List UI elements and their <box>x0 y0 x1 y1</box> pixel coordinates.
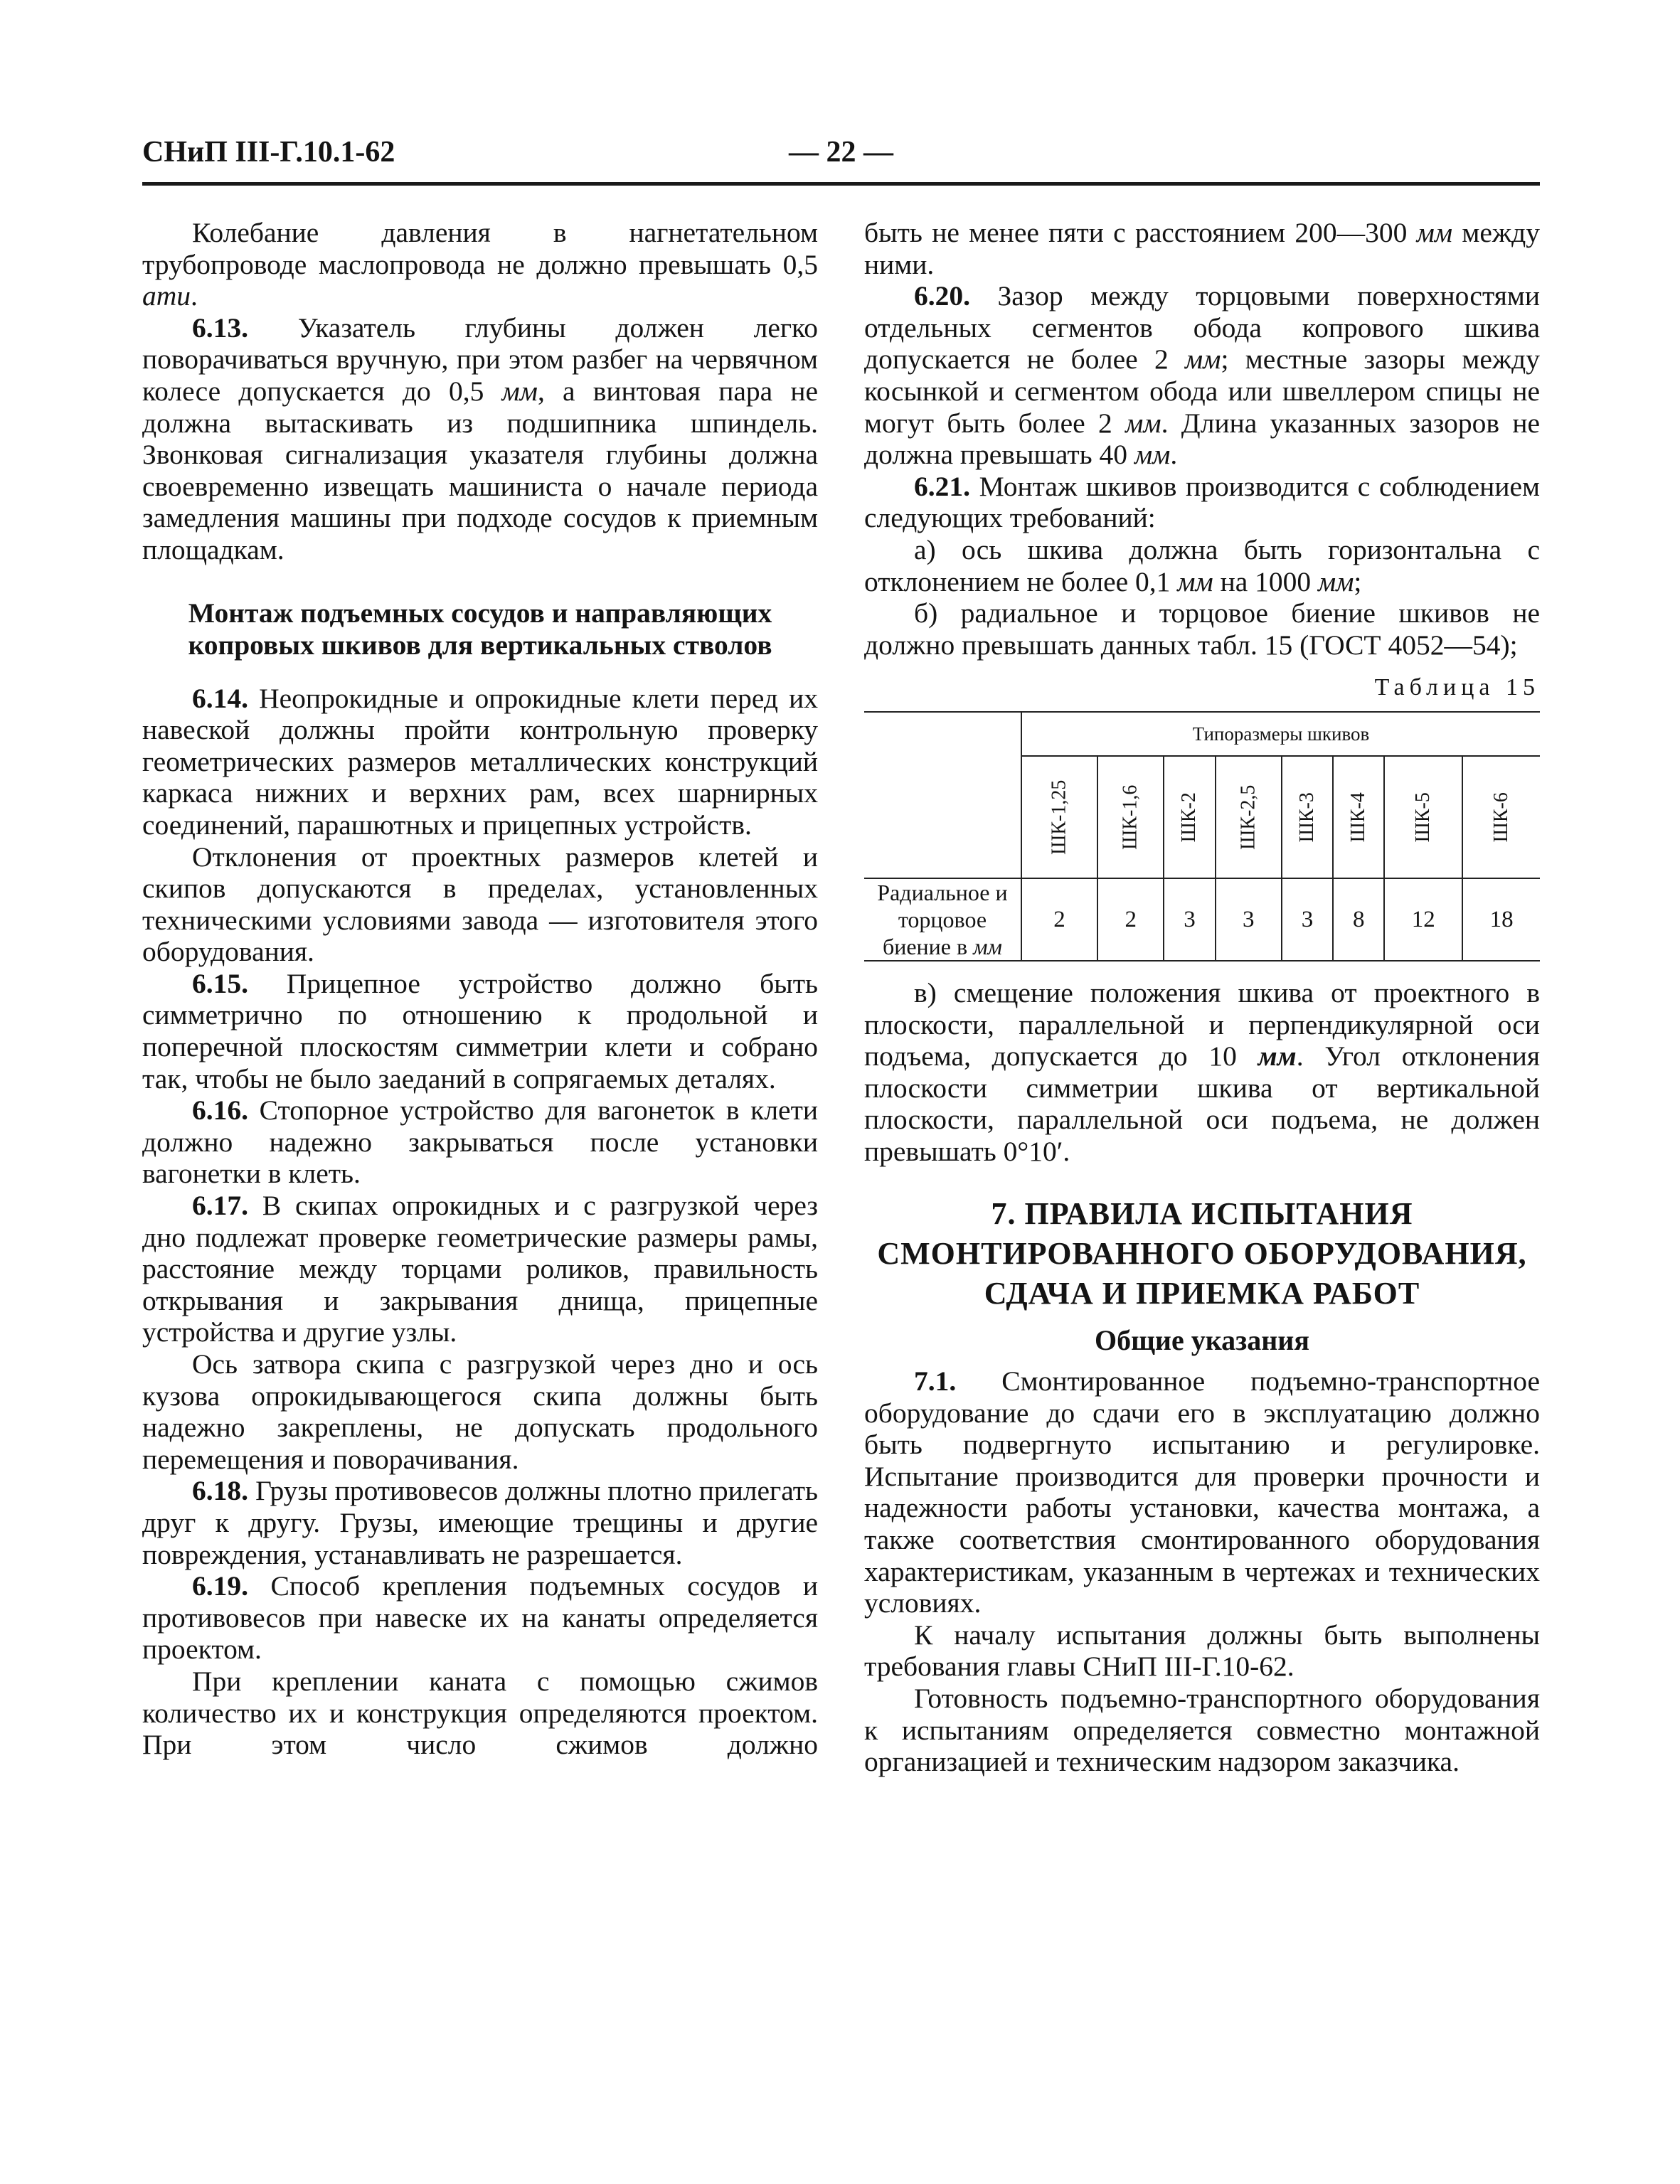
clause-text: Грузы противовесов должны плотно прилегать друг к другу. Грузы, имеющие трещины и другие повреждения, устанавливать не разрешается. <box>142 1475 818 1570</box>
table-cell: 3 <box>1216 878 1282 961</box>
clause-6-13 <box>142 312 818 566</box>
column-header-label: ШК-3 <box>1295 792 1318 843</box>
clause-text: , а винтовая пара не должна вытаскивать из подшипника шпиндель. Звонковая сигнализация указателя глубины должна своевременно извещать машиниста о начале периода замедления машины при подходе сосудов к приемным площадкам. <box>142 375 819 565</box>
clause-number: 6.16. <box>192 1094 248 1126</box>
header-rule <box>142 182 1540 186</box>
clause-text: . Длина указанных зазоров не должна превышать 40 <box>864 407 1540 471</box>
paragraph: Отклонения от проектных размеров клетей и скипов допускаются в пределах, установленных техническими условиями завода — изготовителя этого оборудования. <box>142 841 818 968</box>
list-item-b: б) радиальное и торцовое биение шкивов не должно превышать данных табл. 15 (ГОСТ 4052—54); <box>864 597 1540 661</box>
clause-number: 6.19. <box>192 1570 248 1602</box>
column-header-label: ШК-5 <box>1412 792 1434 843</box>
unit: мм <box>1258 1040 1297 1072</box>
column-header <box>1333 756 1384 878</box>
clause-text: ; местные зазоры между косынкой и сегментом обода или швеллером спицы не могут быть более 2 <box>864 343 1540 439</box>
clause-text: Смонтированное подъемно-транспортное оборудование до сдачи его в эксплуатацию должно быть подвергнуто испытанию и регулировке. Испытание производится для проверки прочности и надежности работы установки, качества монтажа, а также соответствия смонтированного оборудования характеристикам, указанным в чертежах и технических условиях. <box>864 1365 1540 1619</box>
clause-number: 6.20. <box>914 280 970 312</box>
table-caption: Таблица 15 <box>1374 674 1540 701</box>
table-cell: 3 <box>1164 878 1215 961</box>
column-header <box>1384 756 1462 878</box>
clause-number: 6.21. <box>914 470 970 502</box>
clause-6-18 <box>142 1475 818 1570</box>
right-column <box>864 217 1540 1778</box>
clause-text: Неопрокидные и опрокидные клети перед их навеской должны пройти контрольную проверку геометрических размеров металлических конструкций каркаса нижних и верхних рам, всех шарнирных соединений, парашютных и прицепных устройств. <box>142 682 818 841</box>
unit: мм <box>1125 407 1161 439</box>
clause-6-15 <box>142 968 818 1094</box>
left-column <box>142 217 818 1761</box>
text: быть не менее пяти с расстоянием 200—300 <box>864 217 1417 248</box>
paragraph: Ось затвора скипа с разгрузкой через дно и ось кузова опрокидывающегося скипа должны быть надежно закреплены, не допускать продольного перемещения и поворачивания. <box>142 1348 818 1475</box>
clause-6-19 <box>142 1570 818 1666</box>
clause-6-17 <box>142 1190 818 1348</box>
table-cell: 2 <box>1021 878 1097 961</box>
unit: мм <box>1318 565 1354 597</box>
row-label-text: Радиальное и торцовое биение в <box>877 879 1008 959</box>
column-header-label: ШК-2 <box>1178 792 1201 843</box>
text: Колебание давления в нагнетательном трубопроводе маслопровода не должно превышать 0,5 <box>142 217 818 280</box>
table-group-header: Типоразмеры шкивов <box>1021 712 1540 756</box>
table-row <box>864 878 1540 961</box>
column-header <box>1021 756 1097 878</box>
clause-number: 7.1. <box>914 1365 957 1397</box>
text: а) ось шкива должна быть горизонтальна с отклонением не более 0,1 <box>864 533 1540 597</box>
section-title <box>864 1194 1540 1314</box>
clause-number: 6.18. <box>192 1475 248 1507</box>
column-header <box>1097 756 1164 878</box>
unit: мм <box>1134 439 1171 471</box>
clause-text: Прицепное устройство должно быть симметрично по отношению к продольной и поперечной плоскостям симметрии клети и собрано так, чтобы не было заеданий в сопрягаемых деталях. <box>142 967 818 1094</box>
column-header-label: ШК-1,6 <box>1119 784 1142 851</box>
list-item-c <box>864 977 1540 1168</box>
unit: мм <box>501 375 538 407</box>
column-header-label: ШК-2,5 <box>1236 784 1259 851</box>
clause-text: Стопорное устройство для вагонеток в клети должно надежно закрываться после установки вагонетки в клеть. <box>142 1094 818 1190</box>
column-header-label: ШК-1,25 <box>1048 779 1070 856</box>
subsection-heading: Монтаж подъемных сосудов и направляющих копровых шкивов для вертикальных стволов <box>188 597 772 661</box>
table-15 <box>864 711 1540 962</box>
row-label <box>864 878 1021 961</box>
page-header <box>142 135 1540 182</box>
paragraph: Готовность подъемно-транспортного оборудования к испытаниям определяется совместно монтажной организацией и техническим надзором заказчика. <box>864 1683 1540 1778</box>
paragraph: При креплении каната с помощью сжимов количество их и конструкция определяются проектом. При этом число сжимов должно <box>142 1665 818 1761</box>
text: ; <box>1354 565 1362 597</box>
text: на 1000 <box>1213 565 1318 597</box>
clause-text: В скипах опрокидных и с разгрузкой через дно подлежат проверке геометрические размеры рамы, расстояние между торцами роликов, правильность открывания и закрывания днища, прицепные устройства и другие узлы. <box>142 1190 818 1348</box>
clause-number: 6.14. <box>192 682 248 714</box>
section-title-line: СДАЧА И ПРИЕМКА РАБОТ <box>984 1276 1420 1311</box>
unit: ати <box>142 280 191 312</box>
table-header-row <box>864 712 1540 756</box>
column-header-label: ШК-6 <box>1489 792 1512 843</box>
text: между ними. <box>864 217 1540 280</box>
table-corner-cell <box>864 712 1021 878</box>
clause-text: Указатель глубины должен легко поворачиваться вручную, при этом разбег на червячном колесе допускается до 0,5 <box>142 311 818 407</box>
paragraph-continued <box>142 217 818 312</box>
table-cell: 12 <box>1384 878 1462 961</box>
column-header <box>1164 756 1215 878</box>
page-number: — 22 — <box>789 136 893 169</box>
column-header <box>1216 756 1282 878</box>
unit: мм <box>1185 343 1221 375</box>
clause-text: . <box>1170 439 1178 471</box>
clause-6-16 <box>142 1094 818 1190</box>
clause-6-14 <box>142 683 818 841</box>
table-cell: 2 <box>1097 878 1164 961</box>
text: в) смещение положения шкива от проектного в плоскости, параллельной и перпендикулярной оси подъема, допускается до 10 <box>864 976 1540 1072</box>
unit: мм <box>1416 217 1453 248</box>
clause-number: 6.17. <box>192 1190 248 1222</box>
table-cell: 8 <box>1333 878 1384 961</box>
clause-6-20 <box>864 280 1540 471</box>
clause-6-21 <box>864 471 1540 534</box>
clause-number: 6.13. <box>192 311 248 343</box>
table-cell: 3 <box>1282 878 1333 961</box>
text: . <box>191 280 198 312</box>
clause-text: Монтаж шкивов производится с соблюдением следующих требований: <box>864 470 1540 534</box>
column-header <box>1462 756 1540 878</box>
unit: мм <box>1177 565 1213 597</box>
text: . Угол отклонения плоскости симметрии шкива от вертикальной плоскости, параллельной оси подъема, не должен превышать 0°10′. <box>864 1040 1540 1167</box>
column-header <box>1282 756 1333 878</box>
section-title-line: 7. ПРАВИЛА ИСПЫТАНИЯ <box>991 1196 1413 1232</box>
document-code: СНиП III-Г.10.1-62 <box>142 136 395 169</box>
clause-7-1 <box>864 1365 1540 1619</box>
paragraph-continued <box>864 217 1540 280</box>
section-title-line: СМОНТИРОВАННОГО ОБОРУДОВАНИЯ, <box>877 1236 1527 1272</box>
table-cell: 18 <box>1462 878 1540 961</box>
unit: мм <box>973 933 1002 959</box>
clause-text: Способ крепления подъемных сосудов и противовесов при навеске их на канаты определяется проектом. <box>142 1570 818 1666</box>
list-item-a <box>864 534 1540 597</box>
subsection-heading: Общие указания <box>1095 1324 1309 1357</box>
column-header-label: ШК-4 <box>1346 792 1369 843</box>
paragraph: К началу испытания должны быть выполнены требования главы СНиП III-Г.10-62. <box>864 1619 1540 1683</box>
clause-number: 6.15. <box>192 967 248 999</box>
clause-text: Зазор между торцовыми поверхностями отдельных сегментов обода копрового шкива допускается не более 2 <box>864 280 1540 375</box>
